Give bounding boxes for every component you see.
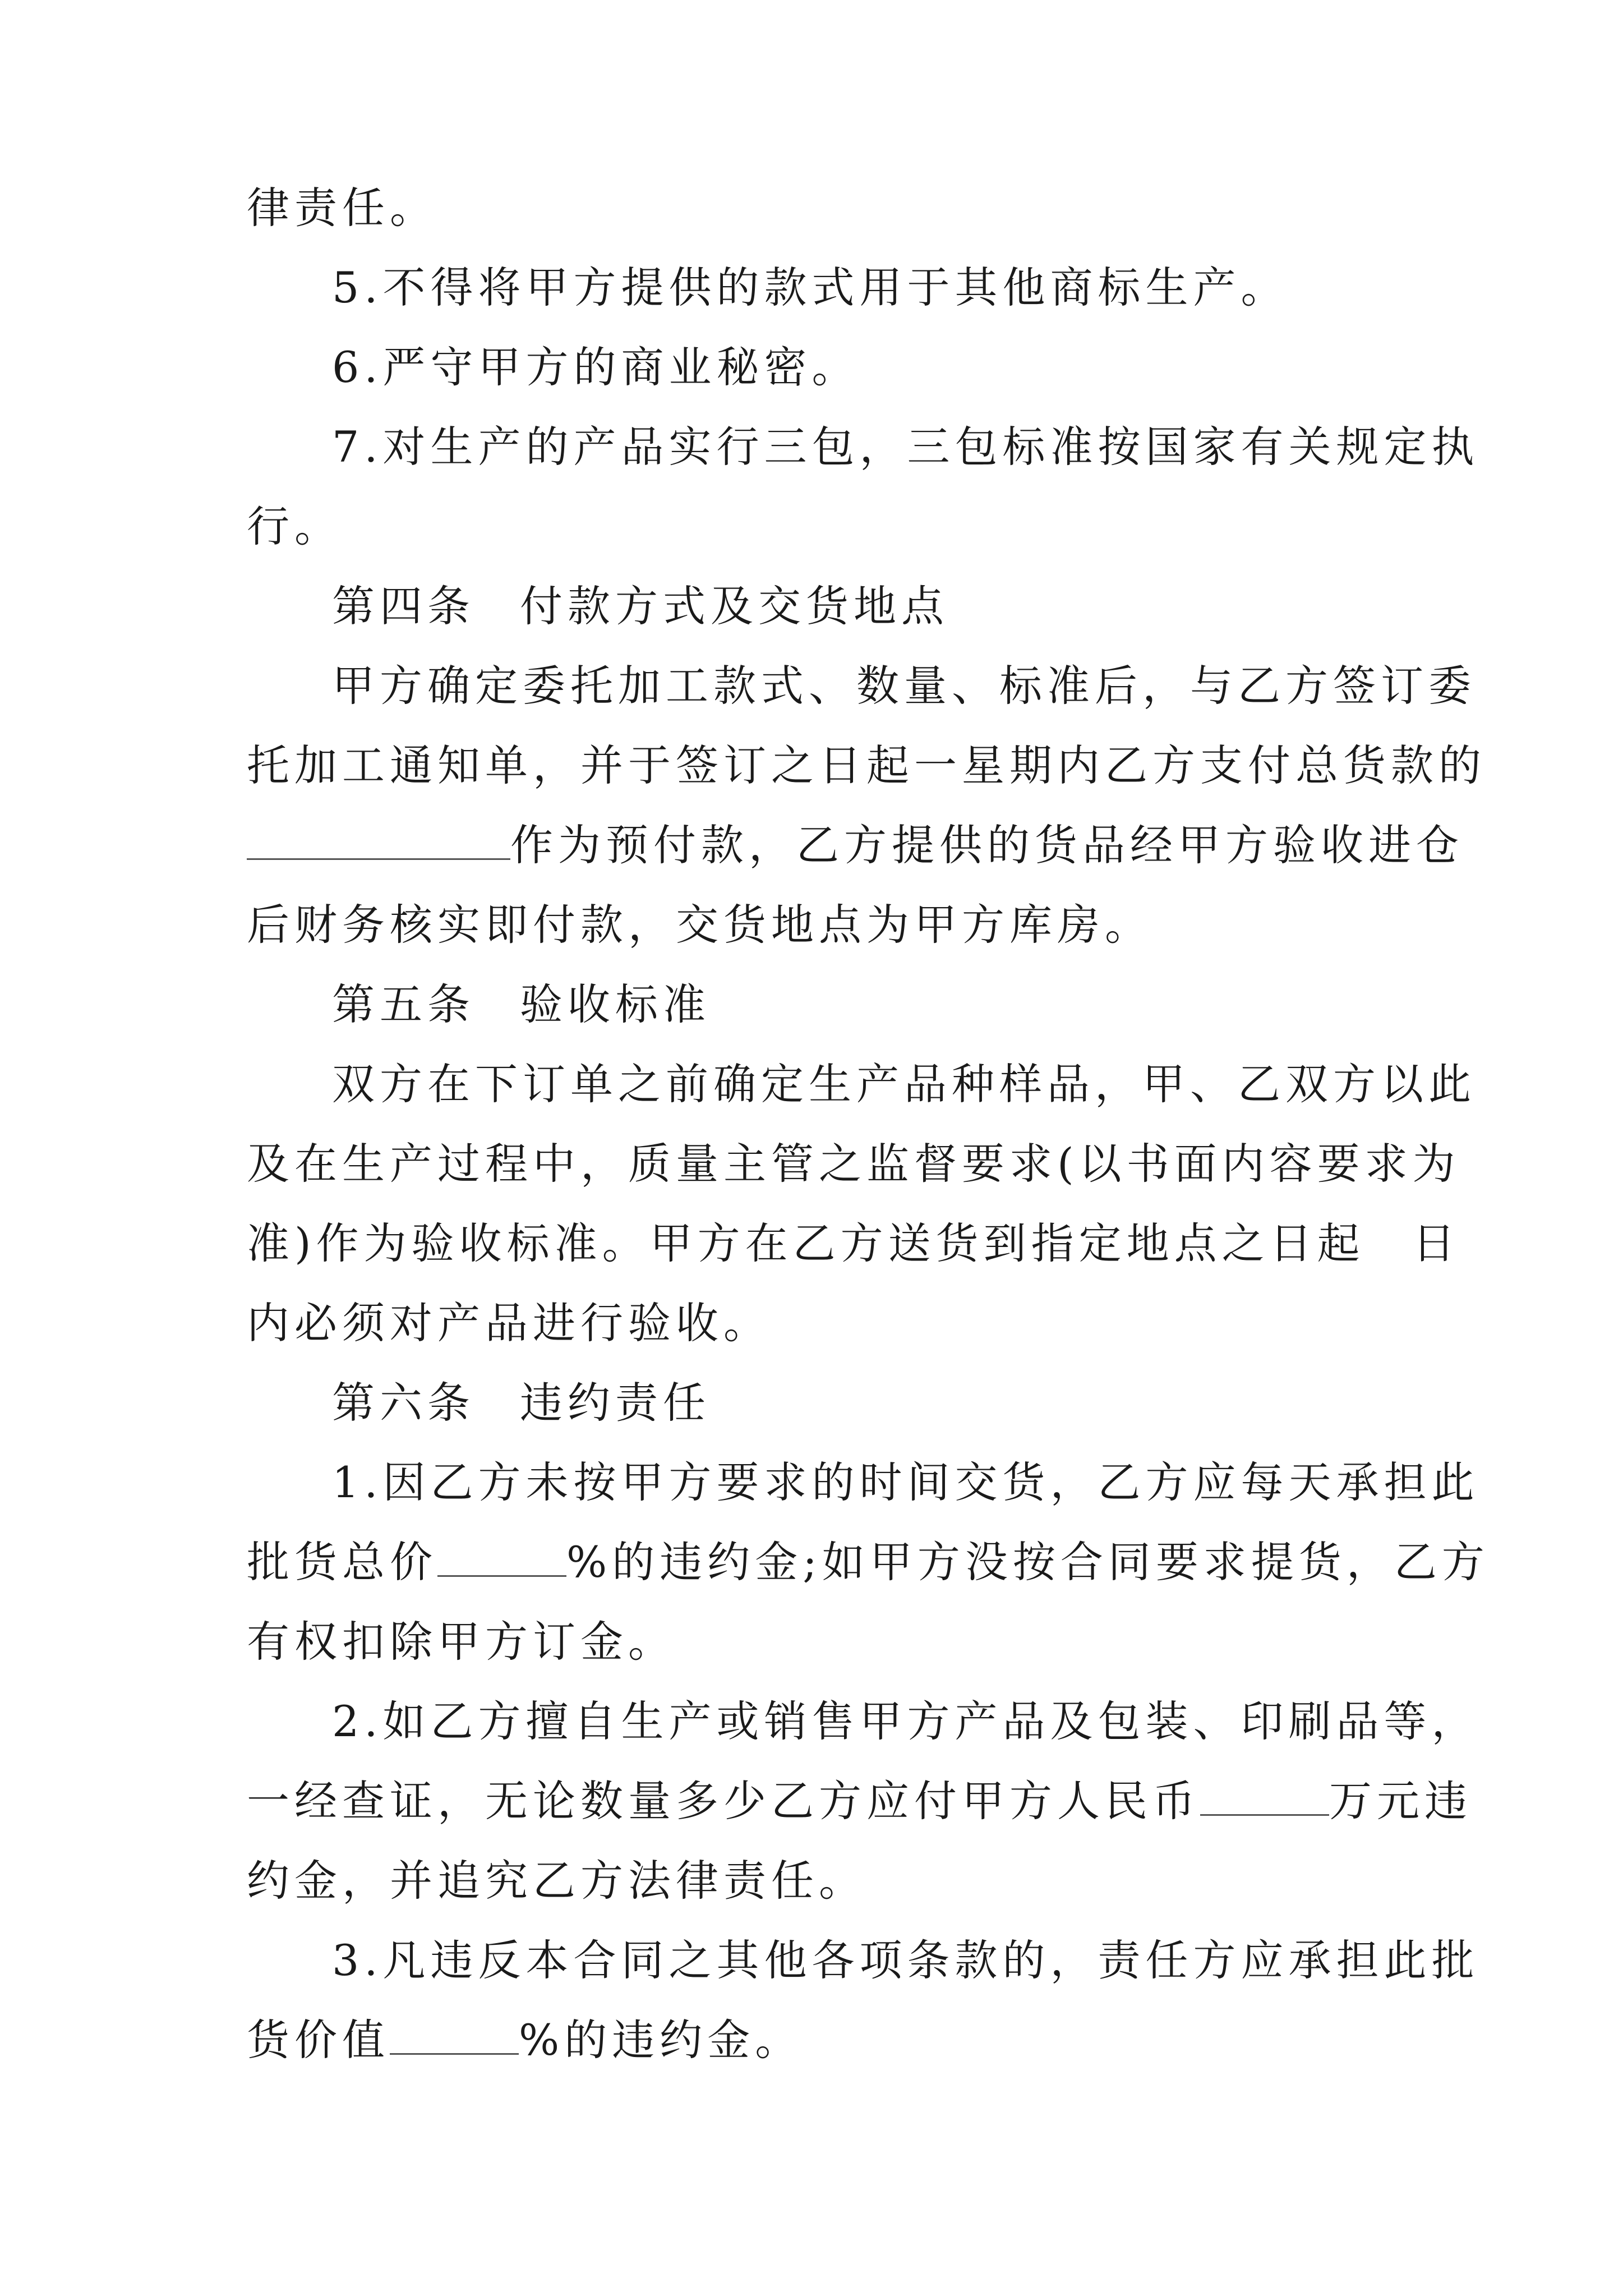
line-text: %的违约金;如甲方没按合同要求提货，乙方 — [566, 1537, 1490, 1587]
fill-in-blank[interactable] — [247, 825, 510, 860]
paragraph-line — [247, 646, 1476, 726]
article-heading — [247, 567, 1391, 646]
line-text: 准)作为验收标准。甲方在乙方送货到指定地点之日起 日 — [247, 1218, 1460, 1268]
article-number: 第五条 — [332, 979, 475, 1029]
fill-in-blank[interactable] — [390, 2019, 519, 2055]
line-text: 约金，并追究乙方法律责任。 — [247, 1856, 866, 1906]
paragraph-line — [247, 407, 1479, 487]
line-text: 7.对生产的产品实行三包，三包标准按国家有关规定执 — [332, 422, 1479, 472]
line-text: 5.不得将甲方提供的款式用于其他商标生产。 — [332, 263, 1289, 312]
line-text: 双方在下订单之前确定生产品种样品，甲、乙双方以此 — [332, 1059, 1476, 1109]
line-text: 6.严守甲方的商业秘密。 — [332, 342, 860, 392]
line-text: 货价值 — [247, 2015, 390, 2065]
fill-in-blank[interactable] — [437, 1542, 566, 1577]
paragraph-line — [247, 1522, 1490, 1602]
article-title: 付款方式及交货地点 — [520, 581, 949, 631]
paragraph-line — [247, 806, 1464, 885]
paragraph-line — [247, 1124, 1460, 1204]
line-text: 内必须对产品进行验收。 — [247, 1298, 771, 1348]
paragraph-line — [247, 168, 1391, 248]
line-text: 行。 — [247, 501, 342, 551]
line-text: 后财务核实即付款，交货地点为甲方库房。 — [247, 900, 1152, 950]
article-number: 第四条 — [332, 581, 475, 631]
line-text: 托加工通知单，并于签订之日起一星期内乙方支付总货款的 — [247, 740, 1486, 790]
paragraph-line — [247, 1602, 1391, 1682]
article-title: 验收标准 — [520, 979, 711, 1029]
paragraph-line — [247, 726, 1486, 806]
line-text: 批货总价 — [247, 1537, 437, 1587]
paragraph-line — [247, 1761, 1472, 1841]
line-text: 有权扣除甲方订金。 — [247, 1617, 676, 1667]
line-text: 律责任。 — [247, 183, 437, 233]
paragraph-line — [247, 1682, 1479, 1761]
article-heading — [247, 1363, 1391, 1443]
contract-body — [247, 168, 1490, 2080]
line-text: 一经查证，无论数量多少乙方应付甲方人民币 — [247, 1776, 1200, 1826]
paragraph-line — [247, 487, 1391, 567]
line-text: 及在生产过程中，质量主管之监督要求(以书面内容要求为 — [247, 1139, 1460, 1189]
line-text: 甲方确定委托加工款式、数量、标准后，与乙方签订委 — [332, 661, 1476, 711]
line-text: 作为预付款，乙方提供的货品经甲方验收进仓 — [510, 820, 1464, 870]
paragraph-line — [247, 1045, 1476, 1124]
line-text: 万元违 — [1329, 1776, 1472, 1826]
line-text: %的违约金。 — [519, 2015, 803, 2065]
line-text: 3.凡违反本合同之其他各项条款的，责任方应承担此批 — [332, 1935, 1479, 1985]
paragraph-line — [247, 1283, 1391, 1363]
fill-in-blank[interactable] — [1200, 1780, 1329, 1816]
paragraph-line — [247, 1443, 1479, 1522]
line-text: 2.如乙方擅自生产或销售甲方产品及包装、印刷品等， — [332, 1696, 1479, 1746]
paragraph-line — [247, 328, 1391, 407]
article-title: 违约责任 — [520, 1378, 711, 1428]
article-heading — [247, 965, 1391, 1045]
paragraph-line — [247, 885, 1391, 965]
paragraph-line — [247, 248, 1391, 328]
paragraph-line — [247, 2000, 1391, 2080]
paragraph-line — [247, 1204, 1460, 1283]
line-text: 1.因乙方未按甲方要求的时间交货，乙方应每天承担此 — [332, 1457, 1479, 1507]
paragraph-line — [247, 1921, 1479, 2000]
paragraph-line — [247, 1841, 1391, 1921]
article-number: 第六条 — [332, 1378, 475, 1428]
